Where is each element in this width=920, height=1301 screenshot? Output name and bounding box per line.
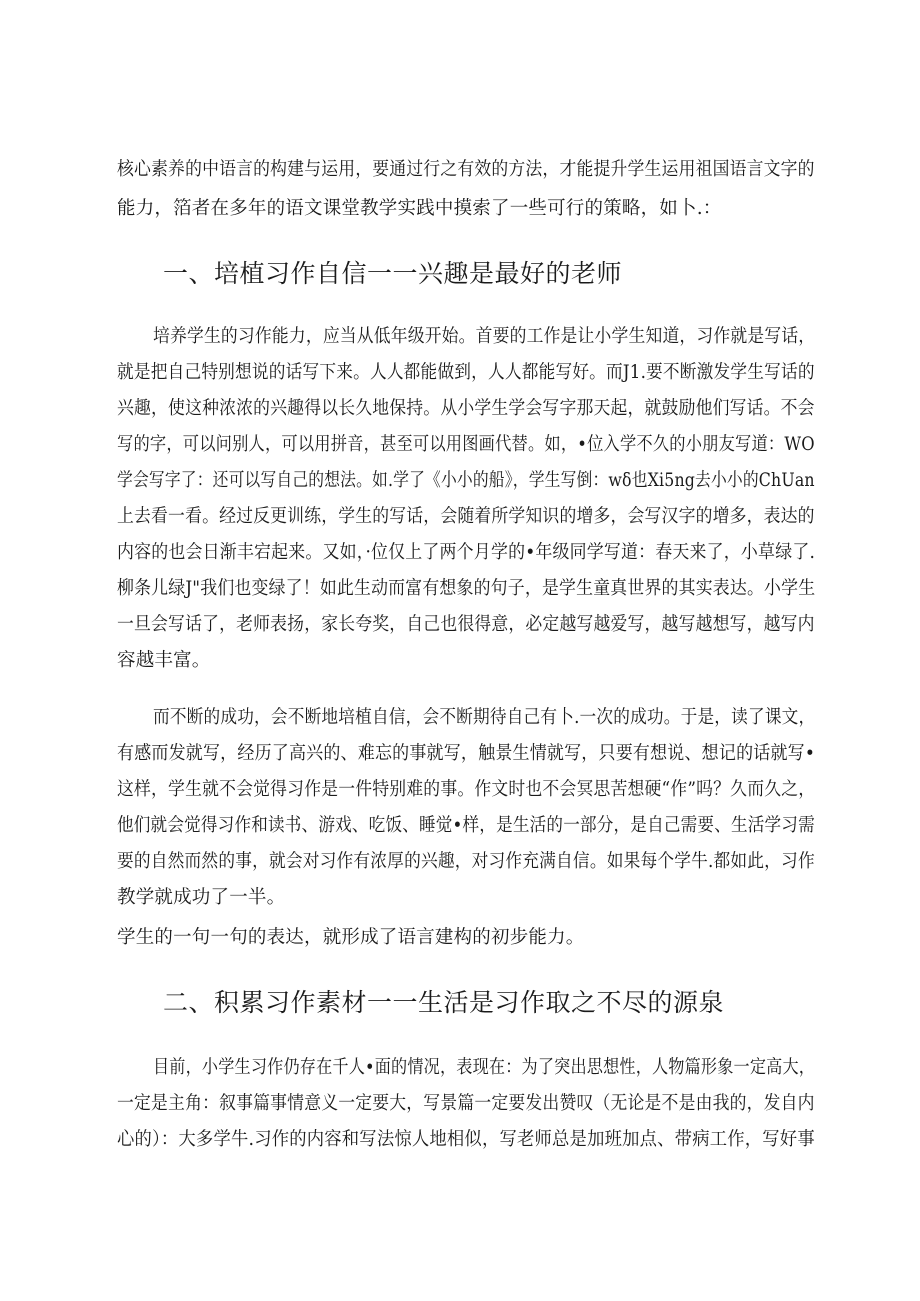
- s1-p1-line-2: 就是把自己特别想说的话写下来。人人都能做到，人人都能写好。而J1.要不断激发学生写话的: [117, 362, 815, 383]
- s1-p1-line-3: 兴趣，使这种浓浓的兴趣得以长久地保持。从小学生学会写字那天起，就鼓励他们写话。不会: [117, 398, 815, 419]
- s1-p2-line-4: 他们就会觉得习作和读书、游戏、吃饭、睡觉•样，是生活的一部分，是自己需要、生活学习需: [117, 815, 815, 836]
- s2-p1-line-1: 目前，小学生习作仍存在千人•面的情况，表现在：为了突出思想性，人物篇形象一定高大，: [153, 1057, 816, 1078]
- s1-p2-line-6: 教学就成功了一半。: [117, 887, 286, 908]
- s1-p2-line-5: 要的自然而然的事，就会对习作有浓厚的兴趣，对习作充满自信。如果每个学牛.都如此，习作: [117, 851, 815, 872]
- s1-p1-line-6: 上去看一看。经过反更训练，学生的写话，会随着所学知识的增多，会写汉字的增多，表达的: [117, 506, 815, 527]
- s1-p3-line-1: 学生的一句一句的表达，就形成了语言建构的初步能力。: [117, 927, 585, 948]
- s1-p1-line-8: 柳条儿绿J"我们也变绿了！如此生动而富有想象的句子，是学生童真世界的其实表达。小学生: [117, 578, 816, 599]
- section-1-heading: 一、培植习作自信一一兴趣是最好的老师: [163, 259, 623, 288]
- s1-p1-line-4: 写的字，可以问别人，可以用拼音，甚至可以用图画代替。如，•位入学不久的小朋友写道：WO: [117, 434, 815, 455]
- s1-p1-line-9: 一旦会写话了，老师表扬，家长夸奖，自己也很得意，必定越写越爱写，越写越想写，越写内: [117, 614, 815, 635]
- s1-p1-line-10: 容越丰富。: [117, 650, 211, 671]
- s1-p1-line-1: 培养学生的习作能力，应当从低年级开始。首要的工作是让小学生知道，习作就是写话，: [153, 326, 816, 347]
- s1-p1-line-7: 内容的也会日渐丰宕起来。又如，·位仅上了两个月学的•年级同学写道：春天来了，小草绿了.: [117, 542, 816, 563]
- intro-line-2: 能力，箔者在多年的语文课堂教学实践中摸索了一些可行的策略，如卜.：: [117, 198, 722, 219]
- intro-line-1: 核心素养的中语言的构建与运用，要通过行之有效的方法，才能提升学生运用祖国语言文字的: [117, 159, 815, 180]
- s1-p2-line-1: 而不断的成功，会不断地培植自信，会不断期待自己有卜.一次的成功。于是，读了课文，: [153, 707, 816, 728]
- s1-p2-line-3: 这样，学生就不会觉得习作是一件特别难的事。作文时也不会冥思苦想硬“作”吗？久而久之，: [117, 779, 816, 800]
- section-2-heading: 二、积累习作素材一一生活是习作取之不尽的源泉: [163, 988, 725, 1017]
- s1-p2-line-2: 有感而发就写，经历了高兴的、难忘的事就写，触景生情就写，只要有想说、想记的话就写•: [117, 743, 816, 764]
- s1-p1-line-5: 学会写字了：还可以写自己的想法。如.学了《小小的船》，学生写倒：wδ也Xi5ng去小小的ChUan: [117, 470, 815, 491]
- s2-p1-line-3: 心的）：大多学牛.习作的内容和写法惊人地相似，写老师总是加班加点、带病工作，写好事: [117, 1129, 815, 1150]
- s2-p1-line-2: 一定是主角：叙事篇事情意义一定要大，写景篇一定要发出赞叹（无论是不是由我的，发自内: [117, 1093, 815, 1114]
